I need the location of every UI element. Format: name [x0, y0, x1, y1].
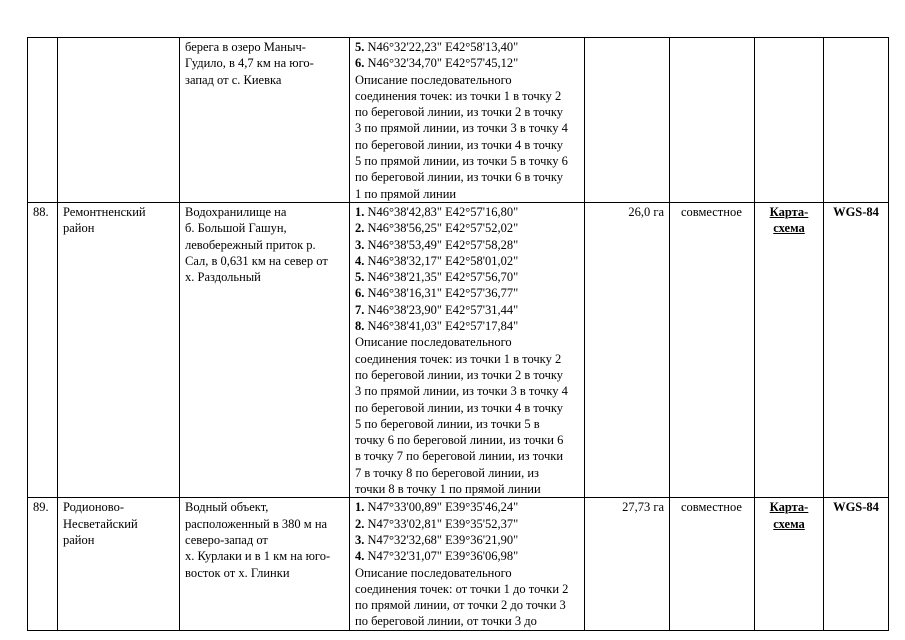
description-line: х. Курлаки и в 1 км на юго- — [185, 549, 331, 564]
coordinate-point — [355, 285, 579, 301]
point-number: 4. — [355, 549, 365, 564]
description-line: расположенный в 380 м на — [185, 516, 328, 531]
map-cell — [755, 498, 824, 630]
point-coordinates: N46°38'21,35" E42°57'56,70" — [364, 270, 519, 285]
table-row — [28, 38, 889, 203]
map-cell — [755, 38, 824, 203]
connection-description-line: в точку 7 по береговой линии, из точки — [355, 449, 564, 464]
table-row — [28, 202, 889, 497]
coordinate-point — [355, 499, 579, 515]
map-link-line: схема — [773, 221, 805, 236]
water-objects-table — [27, 37, 889, 631]
coordinate-point — [355, 532, 579, 548]
area-cell — [585, 38, 670, 203]
point-coordinates: N46°38'32,17" E42°58'01,02" — [364, 253, 519, 268]
point-number: 3. — [355, 532, 365, 547]
description-line: б. Большой Гашун, — [185, 221, 287, 236]
connection-description-line: 5 по береговой линии, из точки 5 в — [355, 416, 540, 431]
point-coordinates: N46°38'41,03" E42°57'17,84" — [364, 319, 519, 334]
point-coordinates: N46°32'22,23" E42°58'13,40" — [364, 40, 519, 54]
point-coordinates: N47°32'31,07" E39°36'06,98" — [364, 549, 519, 564]
district-line: Родионово- — [63, 500, 124, 515]
district-line: Ремонтненский — [63, 204, 146, 219]
area-cell — [585, 498, 670, 630]
row-number: 89. — [33, 500, 49, 515]
map-cell — [755, 202, 824, 497]
description-cell — [180, 202, 350, 497]
coordinate-point — [355, 253, 579, 269]
map-link-line: Карта- — [769, 204, 809, 219]
point-coordinates: N47°32'32,68" E39°36'21,90" — [364, 532, 519, 547]
row-number: 88. — [33, 204, 49, 219]
usage-type: совместное — [681, 500, 742, 515]
description-cell — [180, 498, 350, 630]
connection-description-line: 7 в точку 8 по береговой линии, из — [355, 465, 539, 480]
point-number: 3. — [355, 237, 365, 252]
table-row — [28, 498, 889, 630]
point-number: 2. — [355, 516, 365, 531]
point-number: 4. — [355, 253, 365, 268]
connection-description-line: 3 по прямой линии, из точки 3 в точку 4 — [355, 384, 568, 399]
coordinate-system: WGS-84 — [833, 500, 879, 515]
connection-description-line: по прямой линии, от точки 2 до точки 3 — [355, 598, 566, 613]
point-number: 1. — [355, 204, 365, 219]
coordinate-point — [355, 548, 579, 564]
map-scheme-link[interactable] — [760, 499, 818, 532]
coordinate-point — [355, 318, 579, 334]
description-line: Гудило, в 4,7 км на юго- — [185, 56, 314, 71]
description-line: северо-запад от — [185, 532, 268, 547]
connection-description-line: по береговой линии, из точки 2 в точку — [355, 105, 564, 120]
description-line: Сал, в 0,631 км на север от — [185, 253, 328, 268]
point-coordinates: N46°38'42,83" E42°57'16,80" — [364, 204, 519, 219]
row-number-cell — [28, 202, 58, 497]
description-cell — [180, 38, 350, 203]
point-number: 7. — [355, 302, 365, 317]
coordinates-cell — [350, 38, 585, 203]
district-cell — [58, 38, 180, 203]
connection-description-line: точки 8 в точку 1 по прямой линии — [355, 482, 541, 497]
description-line: запад от с. Киевка — [185, 72, 282, 87]
point-coordinates: N46°38'53,49" E42°57'58,28" — [364, 237, 519, 252]
connection-description-line: Описание последовательного — [355, 72, 512, 87]
point-number: 8. — [355, 319, 365, 334]
point-coordinates: N47°33'02,81" E39°35'52,37" — [364, 516, 519, 531]
map-scheme-link[interactable] — [760, 204, 818, 237]
district-line: район — [63, 532, 95, 547]
point-coordinates: N46°38'16,31" E42°57'36,77" — [364, 286, 519, 301]
point-number: 6. — [355, 286, 365, 301]
point-coordinates: N46°32'34,70" E42°57'45,12" — [364, 56, 519, 71]
description-line: Водохранилище на — [185, 204, 287, 219]
coordinates-cell — [350, 498, 585, 630]
coordinates-cell — [350, 202, 585, 497]
connection-description-line: 5 по прямой линии, из точки 5 в точку 6 — [355, 154, 568, 169]
connection-description-line: 1 по прямой линии — [355, 186, 457, 201]
description-line: х. Раздольный — [185, 270, 261, 285]
connection-description-line: 3 по прямой линии, из точки 3 в точку 4 — [355, 121, 568, 136]
point-number: 1. — [355, 500, 365, 515]
coordinate-point — [355, 220, 579, 236]
connection-description-line: по береговой линии, из точки 6 в точку — [355, 170, 564, 185]
coordinate-point — [355, 302, 579, 318]
area-cell — [585, 202, 670, 497]
area-value: 26,0 га — [628, 204, 664, 219]
point-number: 5. — [355, 40, 365, 54]
usage-type-cell — [670, 498, 755, 630]
point-coordinates: N47°33'00,89" E39°35'46,24" — [364, 500, 519, 515]
map-link-line: Карта- — [769, 500, 809, 515]
connection-description-line: точку 6 по береговой линии, из точки 6 — [355, 433, 564, 448]
connection-description-line: Описание последовательного — [355, 335, 512, 350]
point-number: 6. — [355, 56, 365, 71]
point-number: 2. — [355, 221, 365, 236]
connection-description-line: соединения точек: от точки 1 до точки 2 — [355, 581, 569, 596]
point-coordinates: N46°38'56,25" E42°57'52,02" — [364, 221, 519, 236]
coordinate-point — [355, 269, 579, 285]
coordinate-system-cell — [824, 202, 889, 497]
usage-type-cell — [670, 38, 755, 203]
coordinate-point — [355, 237, 579, 253]
usage-type — [675, 40, 681, 54]
coordinate-system-cell — [824, 498, 889, 630]
point-coordinates: N46°38'23,90" E42°57'31,44" — [364, 302, 519, 317]
row-number-cell — [28, 38, 58, 203]
coordinate-system: WGS-84 — [833, 204, 879, 219]
connection-description-line: соединения точек: из точки 1 в точку 2 — [355, 88, 562, 103]
coordinate-point — [355, 516, 579, 532]
area-value: 27,73 га — [622, 500, 664, 515]
description-line: берега в озеро Маныч- — [185, 40, 306, 54]
description-line: левобережный приток р. — [185, 237, 316, 252]
district-cell — [58, 202, 180, 497]
description-line: Водный объект, — [185, 500, 269, 515]
district-cell — [58, 498, 180, 630]
usage-type: совместное — [681, 204, 742, 219]
coordinate-point — [355, 204, 579, 220]
coordinate-point — [355, 39, 579, 55]
connection-description-line: по береговой линии, из точки 4 в точку — [355, 400, 564, 415]
connection-description-line: по береговой линии, из точки 4 в точку — [355, 137, 564, 152]
connection-description-line: соединения точек: из точки 1 в точку 2 — [355, 351, 562, 366]
table-body — [28, 38, 889, 631]
connection-description-line: Описание последовательного — [355, 565, 512, 580]
coordinate-point — [355, 55, 579, 71]
district-line: Несветайский — [63, 516, 138, 531]
point-number: 5. — [355, 270, 365, 285]
description-line: восток от х. Глинки — [185, 565, 290, 580]
row-number-cell — [28, 498, 58, 630]
map-link-line: схема — [773, 516, 805, 531]
coordinate-system-cell — [824, 38, 889, 203]
connection-description-line: по береговой линии, от точки 3 до — [355, 614, 537, 629]
district-line: район — [63, 221, 95, 236]
connection-description-line: по береговой линии, из точки 2 в точку — [355, 367, 564, 382]
usage-type-cell — [670, 202, 755, 497]
